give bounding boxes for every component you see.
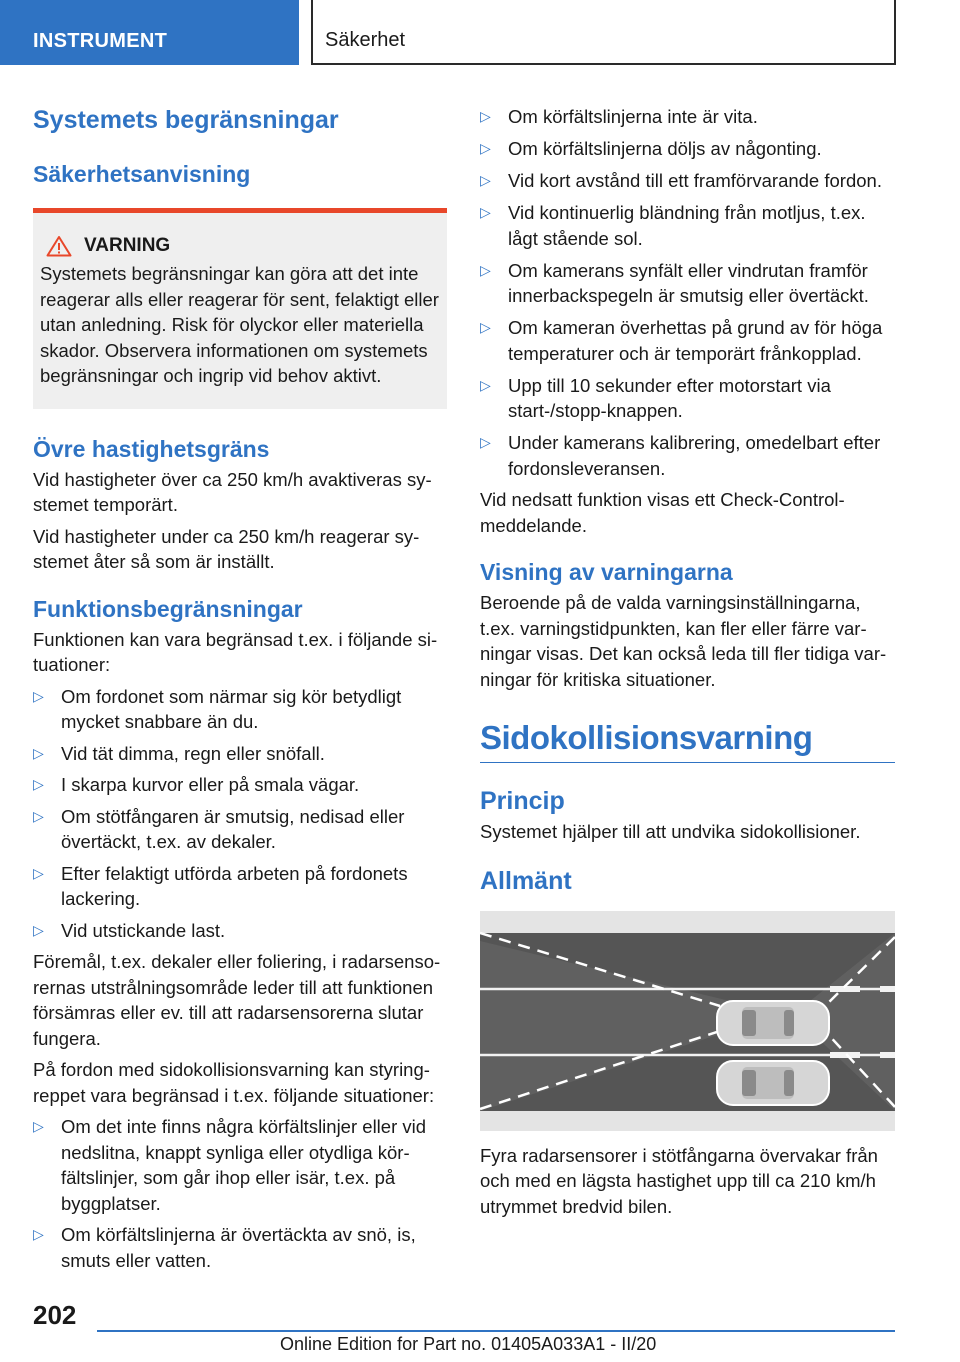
check-control-paragraph: Vid nedsatt funktion visas ett Check-Control-meddelande.	[480, 489, 845, 536]
list-item: ▷ Om det inte finns några körfältslinjer eller vid nedslitna, knappt synliga eller otydliga körfältslinjer, som går ihop eller isär, t.ex. på byggplatser.	[33, 1116, 427, 1214]
bullet-triangle-icon: ▷	[33, 1118, 44, 1134]
limitations-heading: Funktionsbegränsningar	[33, 595, 303, 622]
radar-illustration	[480, 911, 895, 1131]
sensor-paragraph: Föremål, t.ex. dekaler eller foliering, i radarsensorernas utstrålningsområde leder till att funktionen försämras eller ev. till att radarsensorerna slutar fungera.	[33, 951, 441, 1049]
list-item: ▷ Upp till 10 sekunder efter motorstart via start-/stopp-knappen.	[480, 374, 831, 421]
section-header	[311, 0, 896, 65]
car-icon	[717, 1001, 829, 1045]
bullet-triangle-icon: ▷	[480, 434, 491, 450]
warning-text: Systemets begränsningar kan göra att det inte reagerar alls eller reagerar för sent, felaktigt eller utan anledning. Risk för olyckor eller materiella skador. Observera informationen om systemets begränsningar och ingrip vid behov aktivt.	[40, 263, 439, 386]
bullet-triangle-icon: ▷	[33, 776, 44, 792]
right-column	[480, 104, 895, 1219]
footer-rule	[97, 1330, 895, 1332]
bullet-triangle-icon: ▷	[480, 140, 491, 156]
steering-paragraph: På fordon med sidokollisionsvarning kan styringreppet vara begränsad i t.ex. följande situationer:	[33, 1059, 435, 1106]
bullet-triangle-icon: ▷	[480, 319, 491, 335]
warning-box	[33, 208, 447, 409]
footer-edition: Online Edition for Part no. 01405A033A1 - II/20	[280, 1334, 657, 1354]
list-item: ▷ Vid kontinuerlig bländning från motljus, t.ex. lågt stående sol.	[480, 202, 866, 249]
list-item: ▷ Om stötfångaren är smutsig, nedisad eller övertäckt, t.ex. av dekaler.	[33, 805, 405, 852]
bullet-triangle-icon: ▷	[33, 744, 44, 761]
bullet-triangle-icon: ▷	[33, 1226, 44, 1242]
list-item: ▷ Om körfältslinjerna döljs av någonting.	[480, 136, 895, 162]
speed-limit-heading: Övre hastighetsgräns	[33, 435, 270, 462]
section-title-rule	[480, 718, 895, 763]
list-item: ▷ Om körfältslinjerna är övertäckta av snö, is, smuts eller vatten.	[33, 1224, 416, 1271]
list-item: ▷ Under kamerans kalibrering, omedelbart efter fordonsleveransen.	[480, 432, 881, 479]
list-item: ▷ Om körfältslinjerna inte är vita.	[480, 104, 895, 130]
list-item: ▷ Om kamerans synfält eller vindrutan framför innerbackspegeln är smutsig eller övertäckt.	[480, 259, 869, 306]
bullet-triangle-icon: ▷	[480, 261, 491, 278]
section-title: Sidokollisionsvarning	[480, 719, 813, 756]
bullet-triangle-icon: ▷	[33, 864, 44, 881]
general-heading: Allmänt	[480, 866, 572, 895]
warning-triangle-icon	[46, 235, 72, 257]
bullet-triangle-icon: ▷	[33, 807, 44, 824]
steering-list	[33, 1114, 447, 1273]
speed-paragraph-1: Vid hastigheter över ca 250 km/h avaktiveras systemet temporärt.	[33, 468, 432, 515]
list-item: ▷ Vid tät dimma, regn eller snöfall.	[33, 741, 447, 767]
left-column	[33, 98, 447, 1273]
principle-heading: Princip	[480, 787, 565, 815]
safety-heading: Säkerhetsanvisning	[33, 161, 251, 187]
figure-caption: Fyra radarsensorer i stötfångarna övervakar från och med en lägsta hastighet upp till ca 210 km/h utrymmet bredvid bilen.	[480, 1144, 878, 1217]
bullet-triangle-icon: ▷	[480, 204, 491, 220]
bullet-triangle-icon: ▷	[33, 921, 44, 938]
list-item: ▷ Om kameran överhettas på grund av för höga temperaturer och är temporärt frånkopplad.	[480, 317, 883, 364]
warning-label: VARNING	[84, 235, 171, 256]
principle-paragraph: Systemet hjälper till att undvika sidokollisioner.	[480, 821, 861, 842]
display-paragraph: Beroende på de valda varningsinställningarna, t.ex. varningstidpunkten, kan fler eller färre varningar visas. Det kan också leda till fler tidiga varningar för kritiska situationer.	[480, 592, 887, 690]
list-item: ▷ I skarpa kurvor eller på smala vägar.	[33, 772, 447, 798]
car-icon	[717, 1061, 829, 1105]
list-item: ▷ Vid utstickande last.	[33, 918, 447, 944]
lane-limitations-list	[480, 104, 895, 481]
display-heading: Visning av varningarna	[480, 559, 733, 585]
bullet-triangle-icon: ▷	[33, 687, 44, 704]
page-number: 202	[33, 1300, 77, 1330]
list-item: ▷ Om fordonet som närmar sig kör betydligt mycket snabbare än du.	[33, 685, 402, 732]
list-item: ▷ Vid kort avstånd till ett framförvarande fordon.	[480, 168, 895, 194]
radar-coverage-diagram	[480, 911, 895, 1131]
list-item: ▷ Efter felaktigt utförda arbeten på fordonets lackering.	[33, 862, 408, 909]
bullet-triangle-icon: ▷	[480, 376, 491, 393]
limitations-intro: Funktionen kan vara begränsad t.ex. i följande situationer:	[33, 628, 438, 675]
page-title: Systemets begränsningar	[33, 106, 339, 134]
bullet-triangle-icon: ▷	[480, 108, 491, 124]
bullet-triangle-icon: ▷	[480, 172, 491, 188]
speed-paragraph-2: Vid hastigheter under ca 250 km/h reagerar systemet åter så som är inställt.	[33, 525, 420, 572]
chapter-label: INSTRUMENT	[33, 30, 168, 52]
section-label: Säkerhet	[325, 29, 406, 51]
limitations-list	[33, 684, 447, 944]
chapter-tab[interactable]	[0, 0, 299, 65]
